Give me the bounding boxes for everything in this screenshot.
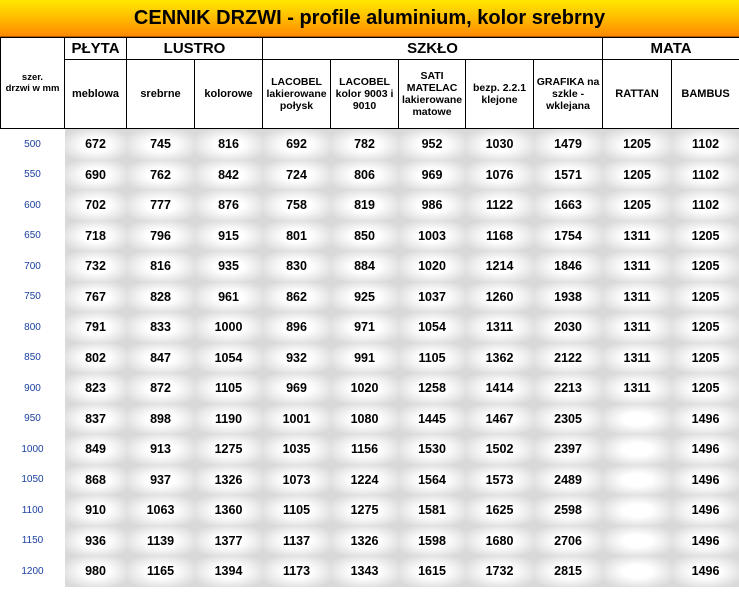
price-cell: 1581: [399, 495, 466, 526]
column-header-bambus: BAMBUS: [672, 60, 739, 129]
price-cell: 913: [127, 434, 195, 465]
table-row: [1, 495, 739, 526]
price-cell: 2598: [534, 495, 603, 526]
width-cell: 1050: [1, 465, 65, 496]
price-cell: 1190: [195, 404, 263, 435]
table-row: [1, 373, 739, 404]
table-row: [1, 129, 739, 160]
price-cell: 915: [195, 221, 263, 252]
price-cell: 828: [127, 282, 195, 313]
table-row: [1, 434, 739, 465]
price-cell: 1076: [466, 160, 534, 191]
width-cell: 650: [1, 221, 65, 252]
price-cell: 1073: [263, 465, 331, 496]
price-cell: 1258: [399, 373, 466, 404]
price-cell: 1205: [603, 160, 672, 191]
price-cell: 1625: [466, 495, 534, 526]
price-table: [0, 37, 739, 587]
price-cell: 745: [127, 129, 195, 160]
price-cell: 884: [331, 251, 399, 282]
price-cell: 1496: [672, 526, 739, 557]
column-header-rattan: RATTAN: [603, 60, 672, 129]
price-cell: 991: [331, 343, 399, 374]
price-cell: 1732: [466, 556, 534, 587]
price-cell: 1311: [603, 221, 672, 252]
table-row: [1, 465, 739, 496]
width-cell: 900: [1, 373, 65, 404]
price-cell: 1615: [399, 556, 466, 587]
table-row: [1, 312, 739, 343]
column-header-lacobel-kolor: LACOBEL kolor 9003 i 9010: [331, 60, 399, 129]
price-cell: 816: [127, 251, 195, 282]
price-cell: 1168: [466, 221, 534, 252]
width-cell: 1150: [1, 526, 65, 557]
price-cell: 1414: [466, 373, 534, 404]
column-header-lacobel-polysk: LACOBEL lakierowane połysk: [263, 60, 331, 129]
column-header-srebrne: srebrne: [127, 60, 195, 129]
table-row: [1, 221, 739, 252]
price-cell: 910: [65, 495, 127, 526]
price-cell: 2122: [534, 343, 603, 374]
price-cell: 1598: [399, 526, 466, 557]
price-cell: 936: [65, 526, 127, 557]
width-cell: 1200: [1, 556, 65, 587]
price-cell: 1102: [672, 190, 739, 221]
price-cell: 1663: [534, 190, 603, 221]
price-cell: 1205: [672, 221, 739, 252]
price-cell: 2706: [534, 526, 603, 557]
price-cell: 1754: [534, 221, 603, 252]
group-header-szklo: SZKŁO: [263, 38, 603, 60]
price-cell: 898: [127, 404, 195, 435]
price-cell: 2815: [534, 556, 603, 587]
price-cell: 702: [65, 190, 127, 221]
group-header-plyta: PŁYTA: [65, 38, 127, 60]
price-cell: 1496: [672, 495, 739, 526]
price-cell: 1122: [466, 190, 534, 221]
table-row: [1, 160, 739, 191]
price-cell: 692: [263, 129, 331, 160]
price-cell: 1105: [195, 373, 263, 404]
price-cell: 672: [65, 129, 127, 160]
price-cell: 1139: [127, 526, 195, 557]
width-column-header: [1, 38, 65, 129]
price-cell: 1496: [672, 434, 739, 465]
price-cell: 961: [195, 282, 263, 313]
price-cell: 830: [263, 251, 331, 282]
price-cell: 849: [65, 434, 127, 465]
price-cell: 1275: [331, 495, 399, 526]
column-header-meblowa: meblowa: [65, 60, 127, 129]
price-cell: 767: [65, 282, 127, 313]
price-cell: 1205: [603, 129, 672, 160]
price-cell: 819: [331, 190, 399, 221]
price-cell: [603, 465, 672, 496]
price-cell: 1224: [331, 465, 399, 496]
price-cell: 758: [263, 190, 331, 221]
price-cell: 2489: [534, 465, 603, 496]
width-cell: 750: [1, 282, 65, 313]
price-cell: [603, 404, 672, 435]
price-cell: 1205: [603, 190, 672, 221]
price-cell: 925: [331, 282, 399, 313]
price-cell: [603, 556, 672, 587]
price-cell: 816: [195, 129, 263, 160]
price-cell: 1311: [603, 373, 672, 404]
price-cell: 1496: [672, 556, 739, 587]
group-header-mata: MATA: [603, 38, 739, 60]
column-header-bezp: bezp. 2.2.1 klejone: [466, 60, 534, 129]
price-cell: 935: [195, 251, 263, 282]
price-cell: 1205: [672, 282, 739, 313]
price-cell: 986: [399, 190, 466, 221]
price-cell: 1080: [331, 404, 399, 435]
price-cell: 1530: [399, 434, 466, 465]
price-cell: 1001: [263, 404, 331, 435]
price-cell: 1063: [127, 495, 195, 526]
price-cell: 850: [331, 221, 399, 252]
price-cell: 868: [65, 465, 127, 496]
price-cell: 801: [263, 221, 331, 252]
price-cell: 718: [65, 221, 127, 252]
price-cell: 971: [331, 312, 399, 343]
price-cell: 1846: [534, 251, 603, 282]
price-cell: 1205: [672, 312, 739, 343]
price-table-body: [1, 129, 739, 587]
price-cell: 1054: [195, 343, 263, 374]
width-cell: 950: [1, 404, 65, 435]
price-cell: 1205: [672, 251, 739, 282]
price-cell: [603, 434, 672, 465]
group-header-lustro: LUSTRO: [127, 38, 263, 60]
price-cell: 1394: [195, 556, 263, 587]
price-cell: 1030: [466, 129, 534, 160]
price-cell: 969: [399, 160, 466, 191]
price-cell: 952: [399, 129, 466, 160]
price-cell: 732: [65, 251, 127, 282]
price-cell: 1054: [399, 312, 466, 343]
width-header-line-1: szer.: [21, 72, 44, 83]
price-cell: 2397: [534, 434, 603, 465]
price-cell: 2213: [534, 373, 603, 404]
table-row: [1, 190, 739, 221]
width-cell: 700: [1, 251, 65, 282]
price-cell: 1035: [263, 434, 331, 465]
price-cell: 842: [195, 160, 263, 191]
width-cell: 600: [1, 190, 65, 221]
price-cell: 1377: [195, 526, 263, 557]
price-cell: 1326: [195, 465, 263, 496]
price-cell: 872: [127, 373, 195, 404]
price-cell: 1445: [399, 404, 466, 435]
price-cell: 969: [263, 373, 331, 404]
column-header-grafika: GRAFIKA na szkle - wklejana: [534, 60, 603, 129]
price-cell: 1311: [603, 343, 672, 374]
price-cell: 862: [263, 282, 331, 313]
price-cell: 1275: [195, 434, 263, 465]
price-cell: 1496: [672, 404, 739, 435]
width-cell: 1100: [1, 495, 65, 526]
price-cell: 1326: [331, 526, 399, 557]
price-cell: 823: [65, 373, 127, 404]
price-cell: 1479: [534, 129, 603, 160]
price-cell: 1502: [466, 434, 534, 465]
price-cell: 1173: [263, 556, 331, 587]
price-cell: 1311: [603, 251, 672, 282]
width-cell: 550: [1, 160, 65, 191]
width-cell: 500: [1, 129, 65, 160]
price-cell: 837: [65, 404, 127, 435]
price-cell: 1205: [672, 343, 739, 374]
price-cell: 1137: [263, 526, 331, 557]
price-cell: 802: [65, 343, 127, 374]
column-header-kolorowe: kolorowe: [195, 60, 263, 129]
price-cell: 1343: [331, 556, 399, 587]
price-cell: 690: [65, 160, 127, 191]
price-cell: 791: [65, 312, 127, 343]
price-cell: 796: [127, 221, 195, 252]
column-header-sati-matelac: SATI MATELAC lakierowane matowe: [399, 60, 466, 129]
price-cell: [603, 495, 672, 526]
price-cell: [603, 526, 672, 557]
price-cell: 833: [127, 312, 195, 343]
price-cell: 1938: [534, 282, 603, 313]
price-cell: 1102: [672, 129, 739, 160]
price-cell: 876: [195, 190, 263, 221]
price-cell: 2030: [534, 312, 603, 343]
price-cell: 1214: [466, 251, 534, 282]
width-cell: 1000: [1, 434, 65, 465]
price-cell: 1571: [534, 160, 603, 191]
table-row: [1, 251, 739, 282]
price-cell: 1311: [603, 312, 672, 343]
price-cell: 1496: [672, 465, 739, 496]
price-cell: 1000: [195, 312, 263, 343]
table-row: [1, 404, 739, 435]
price-cell: 1311: [466, 312, 534, 343]
price-cell: 1037: [399, 282, 466, 313]
price-cell: 777: [127, 190, 195, 221]
price-cell: 847: [127, 343, 195, 374]
price-cell: 932: [263, 343, 331, 374]
table-row: [1, 282, 739, 313]
price-cell: 937: [127, 465, 195, 496]
price-cell: 1573: [466, 465, 534, 496]
price-cell: 1311: [603, 282, 672, 313]
price-cell: 980: [65, 556, 127, 587]
price-cell: 806: [331, 160, 399, 191]
price-cell: 1360: [195, 495, 263, 526]
price-cell: 782: [331, 129, 399, 160]
width-header-line-2: drzwi w mm: [5, 83, 60, 94]
price-cell: 1205: [672, 373, 739, 404]
price-cell: 762: [127, 160, 195, 191]
price-cell: 896: [263, 312, 331, 343]
price-cell: 2305: [534, 404, 603, 435]
price-cell: 1260: [466, 282, 534, 313]
width-cell: 800: [1, 312, 65, 343]
price-cell: 1467: [466, 404, 534, 435]
price-cell: 1020: [331, 373, 399, 404]
price-cell: 1156: [331, 434, 399, 465]
price-cell: 1105: [263, 495, 331, 526]
price-cell: 1105: [399, 343, 466, 374]
price-cell: 1564: [399, 465, 466, 496]
price-cell: 1020: [399, 251, 466, 282]
price-cell: 1102: [672, 160, 739, 191]
table-row: [1, 343, 739, 374]
price-cell: 1680: [466, 526, 534, 557]
price-cell: 1362: [466, 343, 534, 374]
price-cell: 1003: [399, 221, 466, 252]
table-row: [1, 526, 739, 557]
width-cell: 850: [1, 343, 65, 374]
price-cell: 1165: [127, 556, 195, 587]
price-cell: 724: [263, 160, 331, 191]
table-row: [1, 556, 739, 587]
page-title: CENNIK DRZWI - profile aluminium, kolor srebrny: [0, 0, 739, 37]
